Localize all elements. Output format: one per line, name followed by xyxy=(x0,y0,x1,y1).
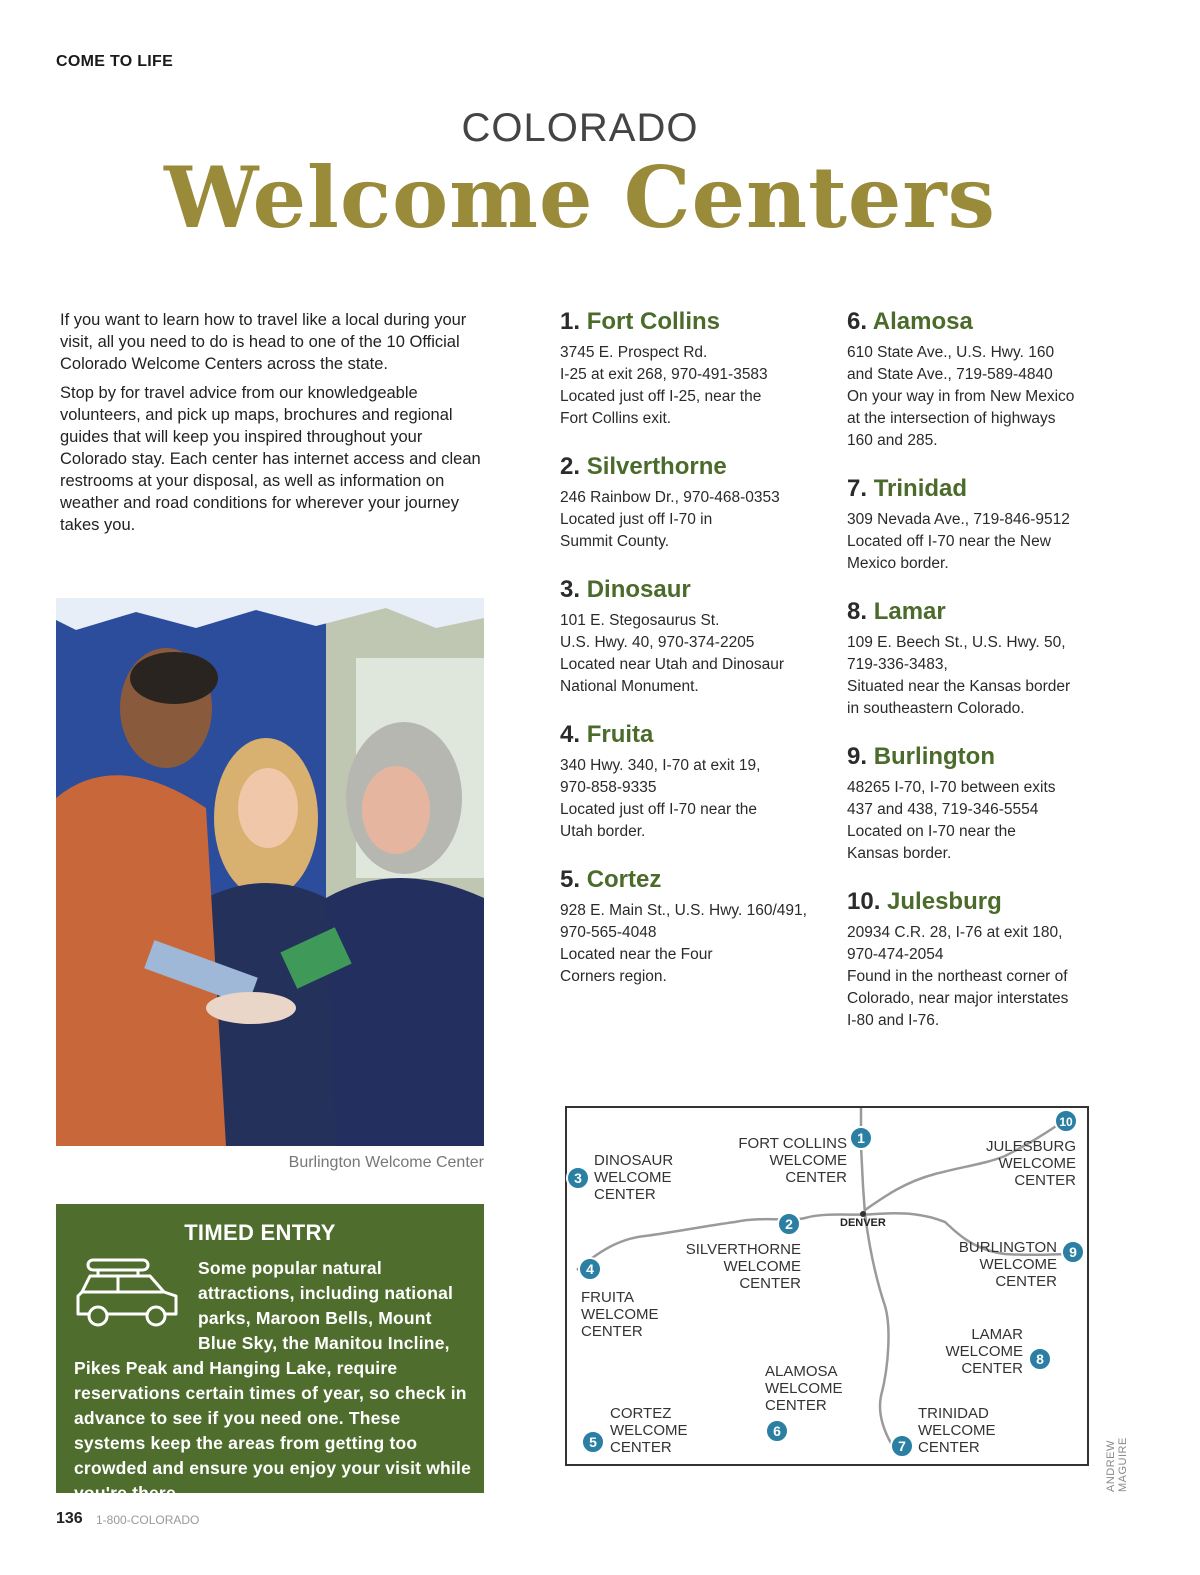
denver-label: DENVER xyxy=(840,1217,886,1229)
center-detail-line: Mexico border. xyxy=(847,555,949,572)
welcome-centers-map xyxy=(565,1106,1089,1468)
map-label-line: TRINIDAD xyxy=(918,1405,989,1422)
center-number: 9. xyxy=(847,743,868,770)
map-label-line: WELCOME xyxy=(610,1422,688,1439)
center-detail-line: Summit County. xyxy=(560,533,670,550)
timed-entry-box xyxy=(56,1204,484,1503)
center-detail-line: at the intersection of highways xyxy=(847,410,1056,427)
map-label-line: CENTER xyxy=(785,1169,847,1186)
map-marker xyxy=(1055,1110,1077,1132)
map-label-line: ALAMOSA xyxy=(765,1363,838,1380)
timed-entry-body xyxy=(74,1256,472,1506)
center-detail-line: Located off I-70 near the New xyxy=(847,533,1051,550)
map-label-line: WELCOME xyxy=(998,1155,1076,1172)
page-title: Welcome Centers xyxy=(164,148,996,247)
center-heading xyxy=(560,453,830,481)
map-label-line: WELCOME xyxy=(594,1169,672,1186)
center-detail-line: I-25 at exit 268, 970-491-3583 xyxy=(560,366,768,383)
center-heading xyxy=(847,475,1117,503)
center-detail-line: Located just off I-70 near the xyxy=(560,801,758,818)
map-label-line: WELCOME xyxy=(979,1256,1057,1273)
intro-text xyxy=(60,309,490,543)
center-detail-line: Situated near the Kansas border xyxy=(847,678,1071,695)
map-label-line: CENTER xyxy=(961,1360,1023,1377)
map-label-line: CENTER xyxy=(739,1275,801,1292)
map-label-line: CORTEZ xyxy=(610,1405,672,1422)
car-with-roof-rack-icon xyxy=(74,1256,184,1332)
center-detail-line: Corners region. xyxy=(560,968,667,985)
center-number: 1. xyxy=(560,308,581,335)
map-marker-number: 9 xyxy=(1069,1244,1077,1260)
center-name: Alamosa xyxy=(872,308,973,335)
map-marker xyxy=(582,1431,604,1453)
timed-entry-text: Some popular natural attractions, including national parks, Maroon Bells, Mount Blue Sky, the Manitou Incline, Pikes Peak and Hanging Lake, require reservations certain times of year, so check in advance to see if you need one. These systems keep the areas from getting too crowded and ensure you enjoy your visit while you're there. xyxy=(74,1258,472,1503)
intro-paragraph-1: If you want to learn how to travel like a local during your visit, all you need to do is head to one of the 10 Official Colorado Welcome Centers across the state. xyxy=(60,311,467,373)
colorado-map xyxy=(565,1106,1089,1468)
center-name: Julesburg xyxy=(887,888,1002,915)
center-name: Cortez xyxy=(586,866,662,893)
map-label-line: WELCOME xyxy=(765,1380,843,1397)
center-entry xyxy=(847,888,1117,1032)
center-heading xyxy=(560,866,830,894)
map-marker-number: 3 xyxy=(574,1170,582,1186)
center-heading xyxy=(847,888,1117,916)
center-number: 10. xyxy=(847,888,881,915)
map-label-line: BURLINGTON xyxy=(958,1239,1057,1256)
map-label-line: WELCOME xyxy=(769,1152,847,1169)
map-marker xyxy=(579,1258,601,1280)
center-name: Trinidad xyxy=(873,475,968,502)
map-marker xyxy=(778,1213,800,1235)
center-name: Silverthorne xyxy=(586,453,727,480)
center-detail-line: 610 State Ave., U.S. Hwy. 160 xyxy=(847,344,1055,361)
center-number: 5. xyxy=(560,866,581,893)
map-marker xyxy=(766,1420,788,1442)
center-detail-line: Colorado, near major interstates xyxy=(847,990,1069,1007)
center-detail-line: Located just off I-70 in xyxy=(560,511,713,528)
map-label-line: LAMAR xyxy=(971,1326,1023,1343)
map-marker-number: 6 xyxy=(773,1423,781,1439)
center-detail-line: Located near Utah and Dinosaur xyxy=(560,656,785,673)
photo-illustration xyxy=(56,598,484,1146)
center-entry xyxy=(847,743,1117,865)
map-label-line: JULESBURG xyxy=(985,1138,1076,1155)
photo-caption: Burlington Welcome Center xyxy=(288,1154,484,1171)
center-detail-line: 246 Rainbow Dr., 970-468-0353 xyxy=(560,489,780,506)
center-detail-line: in southeastern Colorado. xyxy=(847,700,1025,717)
center-heading xyxy=(847,308,1117,336)
map-label-line: CENTER xyxy=(918,1439,980,1456)
map-marker xyxy=(567,1167,589,1189)
map-label-line: DINOSAUR xyxy=(594,1152,674,1169)
center-detail-line: and State Ave., 719-589-4840 xyxy=(847,366,1053,383)
page-overline: COLORADO xyxy=(461,106,699,150)
map-label-line: WELCOME xyxy=(723,1258,801,1275)
centers-column-right xyxy=(847,308,1117,1055)
center-number: 2. xyxy=(560,453,581,480)
photo-credit: ANDREW MAGUIRE xyxy=(1105,1437,1129,1492)
center-heading xyxy=(847,743,1117,771)
intro-paragraph-2: Stop by for travel advice from our knowledgeable volunteers, and pick up maps, brochures and regional guides that will keep you inspired throughout your Colorado stay. Each center has internet access and clean restrooms at your disposal, as well as information on weather and road conditions for wherever your journey takes you. xyxy=(60,384,481,534)
map-marker-number: 2 xyxy=(785,1216,793,1232)
footer-phone: 1-800-COLORADO xyxy=(96,1513,200,1527)
map-marker-number: 4 xyxy=(586,1261,594,1277)
map-label-line: CENTER xyxy=(594,1186,656,1203)
timed-entry-title-text: TIMED ENTRY xyxy=(184,1220,336,1245)
center-number: 4. xyxy=(560,721,581,748)
center-detail-line: Kansas border. xyxy=(847,845,952,862)
center-detail-line: On your way in from New Mexico xyxy=(847,388,1075,405)
center-detail-line: 20934 C.R. 28, I-76 at exit 180, xyxy=(847,924,1063,941)
center-detail-line: 970-565-4048 xyxy=(560,924,657,941)
center-detail-line: I-80 and I-76. xyxy=(847,1012,940,1029)
map-label-line: CENTER xyxy=(1014,1172,1076,1189)
center-detail-line: 309 Nevada Ave., 719-846-9512 xyxy=(847,511,1070,528)
welcome-center-photo xyxy=(56,598,484,1146)
center-detail-line: Fort Collins exit. xyxy=(560,410,672,427)
center-heading xyxy=(560,721,830,749)
map-marker-number: 1 xyxy=(857,1130,865,1146)
center-name: Dinosaur xyxy=(586,576,691,603)
map-label-line: FRUITA xyxy=(581,1289,635,1306)
map-marker xyxy=(850,1127,872,1149)
center-detail-line: 970-474-2054 xyxy=(847,946,944,963)
map-label-line: CENTER xyxy=(995,1273,1057,1290)
map-marker-number: 8 xyxy=(1036,1351,1044,1367)
center-name: Lamar xyxy=(873,598,946,625)
map-label-line: WELCOME xyxy=(918,1422,996,1439)
map-label-line: CENTER xyxy=(581,1323,643,1340)
center-detail-line: U.S. Hwy. 40, 970-374-2205 xyxy=(560,634,755,651)
center-detail-line: 970-858-9335 xyxy=(560,779,657,796)
center-entry xyxy=(560,453,830,553)
center-entry xyxy=(560,308,830,430)
centers-column-left xyxy=(560,308,830,1011)
map-marker-number: 5 xyxy=(589,1434,597,1450)
map-label-line: CENTER xyxy=(765,1397,827,1414)
map-label-line: WELCOME xyxy=(945,1343,1023,1360)
center-number: 6. xyxy=(847,308,868,335)
center-name: Fruita xyxy=(586,721,654,748)
map-label-line: WELCOME xyxy=(581,1306,659,1323)
map-label-line: SILVERTHORNE xyxy=(685,1241,801,1258)
center-detail-line: National Monument. xyxy=(560,678,699,695)
center-detail-line: 101 E. Stegosaurus St. xyxy=(560,612,720,629)
center-name: Burlington xyxy=(873,743,995,770)
center-entry xyxy=(847,475,1117,575)
center-number: 8. xyxy=(847,598,868,625)
map-marker-number: 7 xyxy=(898,1438,906,1454)
center-detail-line: Utah border. xyxy=(560,823,646,840)
center-name: Fort Collins xyxy=(586,308,721,335)
center-detail-line: 48265 I-70, I-70 between exits xyxy=(847,779,1056,796)
map-marker xyxy=(1062,1241,1084,1263)
map-marker xyxy=(1029,1348,1051,1370)
center-entry xyxy=(847,308,1117,452)
center-detail-line: 437 and 438, 719-346-5554 xyxy=(847,801,1039,818)
map-marker-number: 10 xyxy=(1059,1115,1073,1129)
center-number: 7. xyxy=(847,475,868,502)
center-detail-line: 160 and 285. xyxy=(847,432,938,449)
center-heading xyxy=(560,308,830,336)
center-entry xyxy=(560,576,830,698)
center-detail-line: 109 E. Beech St., U.S. Hwy. 50, xyxy=(847,634,1066,651)
center-detail-line: 719-336-3483, xyxy=(847,656,948,673)
center-detail-line: Located near the Four xyxy=(560,946,713,963)
center-detail-line: Located on I-70 near the xyxy=(847,823,1016,840)
center-entry xyxy=(847,598,1117,720)
center-number: 3. xyxy=(560,576,581,603)
timed-entry-title xyxy=(56,1220,484,1246)
center-detail-line: 340 Hwy. 340, I-70 at exit 19, xyxy=(560,757,761,774)
map-label-line: FORT COLLINS xyxy=(738,1135,847,1152)
center-entry xyxy=(560,866,830,988)
center-heading xyxy=(847,598,1117,626)
center-detail-line: 3745 E. Prospect Rd. xyxy=(560,344,708,361)
center-heading xyxy=(560,576,830,604)
page-number: 136 xyxy=(56,1510,83,1527)
map-marker xyxy=(891,1435,913,1457)
center-detail-line: Located just off I-25, near the xyxy=(560,388,762,405)
center-entry xyxy=(560,721,830,843)
center-detail-line: 928 E. Main St., U.S. Hwy. 160/491, xyxy=(560,902,807,919)
map-label-line: CENTER xyxy=(610,1439,672,1456)
section-label: COME TO LIFE xyxy=(56,53,174,70)
center-detail-line: Found in the northeast corner of xyxy=(847,968,1068,985)
